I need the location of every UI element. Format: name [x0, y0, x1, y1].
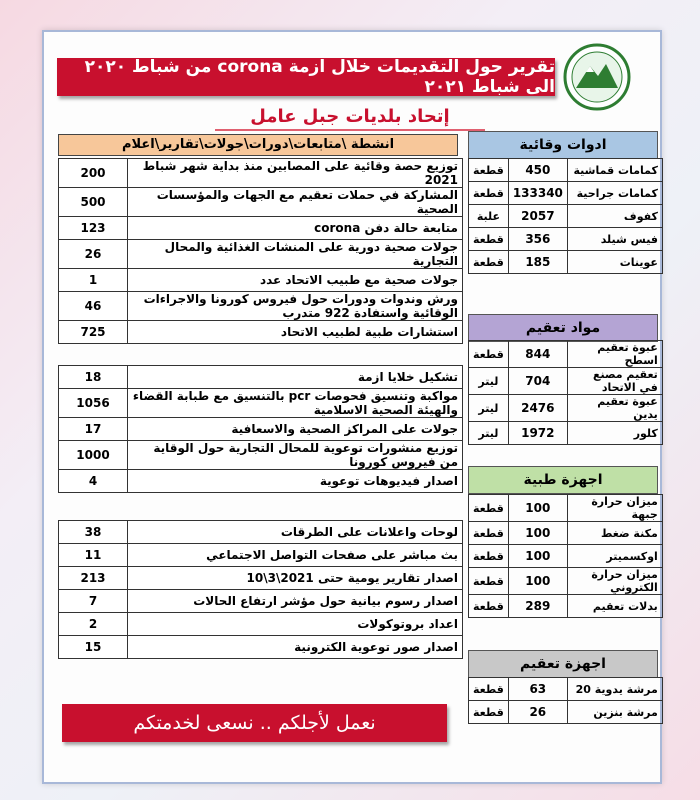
item-unit: قطعة — [469, 341, 509, 368]
activity-row — [59, 441, 463, 470]
item-label: كمامات جراحية — [567, 182, 662, 205]
activity-value: 7 — [59, 590, 128, 613]
disinfect-table — [468, 340, 663, 445]
item-qty: 100 — [508, 545, 567, 568]
activity-value: 18 — [59, 366, 128, 389]
item-qty: 100 — [508, 522, 567, 545]
item-qty: 100 — [508, 495, 567, 522]
item-qty: 1972 — [508, 422, 567, 445]
item-unit: قطعة — [469, 701, 509, 724]
protective-table — [468, 158, 663, 274]
item-unit: ليتر — [469, 395, 509, 422]
activity-text: ورش وندوات ودورات حول فيروس كورونا والاجراءات الوقائية واستفادة 922 متدرب — [128, 292, 463, 321]
item-qty: 26 — [508, 701, 567, 724]
activity-row — [59, 269, 463, 292]
item-unit: قطعة — [469, 159, 509, 182]
activity-text: لوحات واعلانات على الطرقات — [128, 521, 463, 544]
item-unit: قطعة — [469, 568, 509, 595]
item-unit: ليتر — [469, 368, 509, 395]
item-label: بدلات تعقيم — [567, 595, 662, 618]
union-name: إتحاد بلديات جبل عامل — [215, 106, 485, 131]
medical-table — [468, 494, 663, 618]
activity-row — [59, 188, 463, 217]
item-label: ميزان حرارة جبهة — [567, 495, 662, 522]
activity-text: تشكيل خلايا ازمة — [128, 366, 463, 389]
activity-value: 725 — [59, 321, 128, 344]
medical-row — [469, 568, 663, 595]
activity-text: توزيع منشورات توعوية للمحال التجارية حول الوقاية من فيروس كورونا — [128, 441, 463, 470]
item-qty: 450 — [508, 159, 567, 182]
activity-value: 1 — [59, 269, 128, 292]
activity-value: 26 — [59, 240, 128, 269]
disinfect-row — [469, 422, 663, 445]
protective-row — [469, 228, 663, 251]
sterilize-row — [469, 678, 663, 701]
item-label: كفوف — [567, 205, 662, 228]
item-unit: قطعة — [469, 522, 509, 545]
protective-row — [469, 205, 663, 228]
item-label: مرشة يدوية 20 — [567, 678, 662, 701]
activity-text: جولات صحية دورية على المنشات الغذائية والمحال التجارية — [128, 240, 463, 269]
item-label: فيس شيلد — [567, 228, 662, 251]
item-qty: 2476 — [508, 395, 567, 422]
activity-value: 1000 — [59, 441, 128, 470]
item-label: اوكسميتر — [567, 545, 662, 568]
activity-row — [59, 217, 463, 240]
item-label: عبوة تعقيم اسطح — [567, 341, 662, 368]
medical-row — [469, 522, 663, 545]
item-qty: 100 — [508, 568, 567, 595]
activity-row — [59, 521, 463, 544]
medical-title: اجهزة طبية — [468, 466, 658, 494]
item-label: مكنة ضغط — [567, 522, 662, 545]
activity-text: اصدار رسوم بيانية حول مؤشر ارتفاع الحالات — [128, 590, 463, 613]
item-label: عوينات — [567, 251, 662, 274]
activity-value: 17 — [59, 418, 128, 441]
item-unit: قطعة — [469, 228, 509, 251]
medical-row — [469, 545, 663, 568]
activity-row — [59, 321, 463, 344]
activity-text: جولات صحية مع طبيب الاتحاد عدد — [128, 269, 463, 292]
item-qty: 185 — [508, 251, 567, 274]
activity-value: 4 — [59, 470, 128, 493]
activity-text: اصدار تقارير يومية حتى 2021\3\10 — [128, 567, 463, 590]
activity-row — [59, 389, 463, 418]
activity-text: المشاركة في حملات تعقيم مع الجهات والمؤسسات الصحية — [128, 188, 463, 217]
activity-text: اصدار صور توعوية الكترونية — [128, 636, 463, 659]
activity-value: 11 — [59, 544, 128, 567]
protective-title: ادوات وقائية — [468, 131, 658, 159]
activity-value: 46 — [59, 292, 128, 321]
activity-row — [59, 636, 463, 659]
activities-table-3 — [58, 520, 463, 659]
activity-value: 200 — [59, 159, 128, 188]
disinfect-row — [469, 395, 663, 422]
disinfect-row — [469, 341, 663, 368]
sterilize-title: اجهزة تعقيم — [468, 650, 658, 678]
activity-row — [59, 544, 463, 567]
activities-header: انشطة \متابعات\دورات\جولات\تقارير\اعلام — [58, 134, 458, 156]
item-qty: 2057 — [508, 205, 567, 228]
activity-text: توزيع حصة وقائية على المصابين منذ بداية شهر شباط 2021 — [128, 159, 463, 188]
item-qty: 63 — [508, 678, 567, 701]
activity-row — [59, 292, 463, 321]
item-label: ميزان حرارة الكتروني — [567, 568, 662, 595]
disinfect-title: مواد تعقيم — [468, 314, 658, 342]
activity-row — [59, 567, 463, 590]
activities-table-1 — [58, 158, 463, 344]
item-unit: قطعة — [469, 251, 509, 274]
medical-row — [469, 495, 663, 522]
union-logo — [562, 42, 632, 112]
item-unit: قطعة — [469, 495, 509, 522]
activity-value: 123 — [59, 217, 128, 240]
item-unit: قطعة — [469, 595, 509, 618]
activity-row — [59, 590, 463, 613]
activity-text: متابعة حالة دفن corona — [128, 217, 463, 240]
sterilize-row — [469, 701, 663, 724]
activity-row — [59, 470, 463, 493]
activities-table-2 — [58, 365, 463, 493]
protective-row — [469, 159, 663, 182]
activity-text: استشارات طبية لطبيب الاتحاد — [128, 321, 463, 344]
item-qty: 356 — [508, 228, 567, 251]
medical-row — [469, 595, 663, 618]
item-label: عبوة تعقيم يدين — [567, 395, 662, 422]
activity-text: اصدار فيديوهات توعوية — [128, 470, 463, 493]
protective-row — [469, 182, 663, 205]
sterilize-table — [468, 677, 663, 724]
activity-text: جولات على المراكز الصحية والاسعافية — [128, 418, 463, 441]
activity-text: اعداد بروتوكولات — [128, 613, 463, 636]
activity-row — [59, 613, 463, 636]
activity-value: 213 — [59, 567, 128, 590]
item-unit: قطعة — [469, 678, 509, 701]
item-qty: 704 — [508, 368, 567, 395]
activity-value: 15 — [59, 636, 128, 659]
activity-row — [59, 366, 463, 389]
item-qty: 133340 — [508, 182, 567, 205]
item-label: تعقيم مصنع في الاتحاد — [567, 368, 662, 395]
item-qty: 844 — [508, 341, 567, 368]
report-title: تقرير حول التقديمات خلال ازمة corona من شباط ٢٠٢٠ الى شباط ٢٠٢١ — [57, 58, 555, 96]
item-unit: قطعة — [469, 182, 509, 205]
item-unit: علبة — [469, 205, 509, 228]
activity-text: بث مباشر على صفحات التواصل الاجتماعي — [128, 544, 463, 567]
activity-row — [59, 240, 463, 269]
item-unit: ليتر — [469, 422, 509, 445]
item-unit: قطعة — [469, 545, 509, 568]
activity-text: مواكبة وتنسيق فحوصات pcr بالتنسيق مع طبابة القضاء والهيئة الصحية الاسلامية — [128, 389, 463, 418]
activity-row — [59, 418, 463, 441]
item-label: كمامات قماشية — [567, 159, 662, 182]
activity-value: 38 — [59, 521, 128, 544]
item-label: كلور — [567, 422, 662, 445]
activity-row — [59, 159, 463, 188]
item-label: مرشة بنزين — [567, 701, 662, 724]
slogan-banner: نعمل لأجلكم .. نسعى لخدمتكم — [62, 704, 447, 742]
disinfect-row — [469, 368, 663, 395]
activity-value: 1056 — [59, 389, 128, 418]
protective-row — [469, 251, 663, 274]
activity-value: 500 — [59, 188, 128, 217]
activity-value: 2 — [59, 613, 128, 636]
item-qty: 289 — [508, 595, 567, 618]
